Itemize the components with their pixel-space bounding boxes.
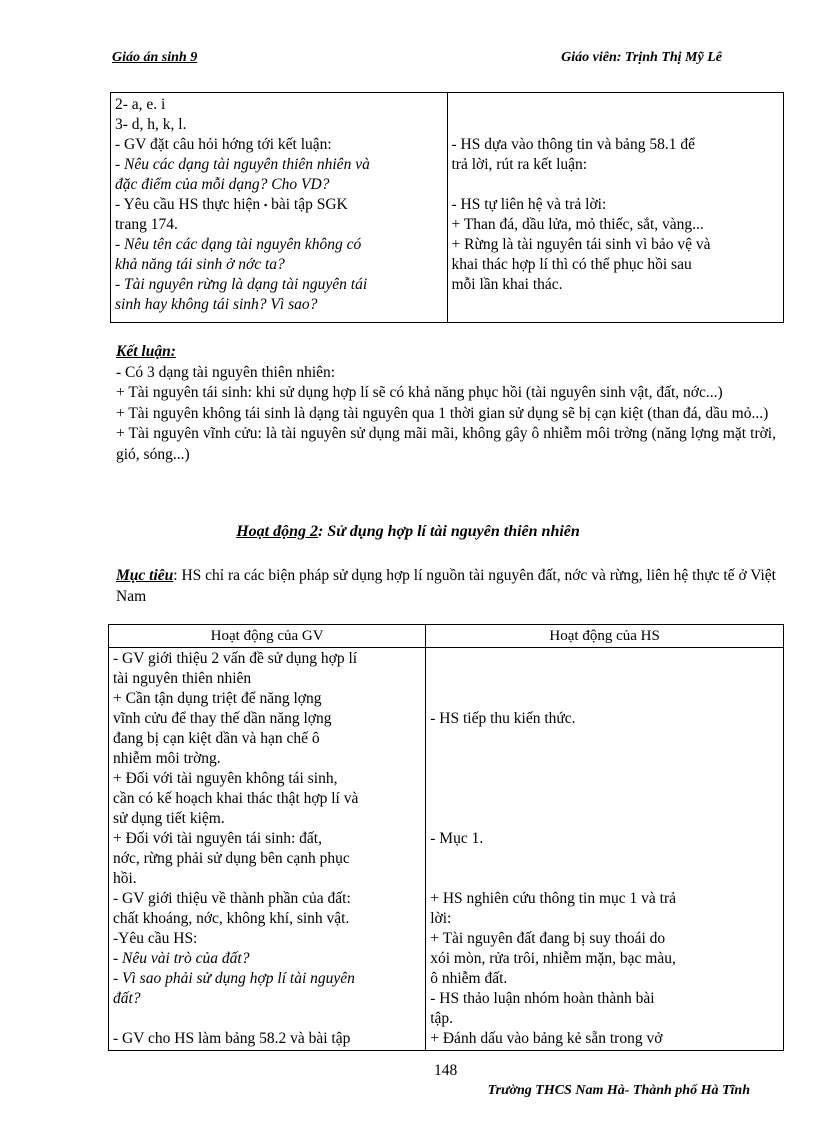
- conclusion-title: Kết luận:: [116, 343, 176, 360]
- table1-hs-cell: [447, 93, 784, 323]
- cell-line: [113, 649, 421, 669]
- cell-line-text: + Cần tận dụng triệt để năng lợng: [113, 690, 322, 707]
- activity-2-title: : Sử dụng hợp lí tài nguyên thiên nhiên: [317, 523, 580, 540]
- cell-line: [430, 869, 779, 889]
- objective-paragraph: [116, 566, 776, 607]
- cell-line: [452, 115, 780, 135]
- cell-line-text: chất khoáng, nớc, không khí, sinh vật.: [113, 910, 350, 927]
- footer-school: Trường THCS Nam Hà- Thành phố Hà Tĩnh: [487, 1083, 750, 1098]
- cell-line: [430, 729, 779, 749]
- cell-line: [113, 969, 421, 989]
- cell-line: [113, 749, 421, 769]
- page-number: 148: [434, 1062, 458, 1079]
- activity-table-1: [110, 92, 784, 323]
- cell-line: [430, 789, 779, 809]
- cell-line: [452, 235, 780, 255]
- cell-line: [113, 849, 421, 869]
- cell-line-text: - Nêu các dạng tài nguyên thiên nhiên và: [115, 156, 370, 173]
- cell-line-text: lời:: [430, 910, 452, 927]
- cell-line-text: xói mòn, rửa trôi, nhiễm mặn, bạc màu,: [430, 950, 676, 967]
- cell-line: [113, 769, 421, 789]
- cell-line: [115, 235, 443, 255]
- conclusion-line: + Tài nguyên vĩnh cửu: là tài nguyên sử dụng mãi mãi, không gây ô nhiễm môi trờng (năng lợng mặt trời, gió, sóng...): [116, 425, 776, 463]
- cell-line: [452, 175, 780, 195]
- cell-line: [113, 889, 421, 909]
- cell-line: [115, 195, 443, 215]
- cell-line: [113, 949, 421, 969]
- cell-line-text: tài nguyên thiên nhiên: [113, 670, 252, 687]
- cell-line-text: trang 174.: [115, 216, 178, 233]
- header-teacher: Giáo viên: Trịnh Thị Mỹ Lê: [561, 50, 722, 65]
- cell-line-text: tập.: [430, 1010, 454, 1027]
- table2-header-hs: Hoạt động của HS: [426, 625, 784, 648]
- cell-line: [113, 1009, 421, 1029]
- table2-gv-cell: [109, 648, 426, 1051]
- cell-line: [452, 135, 780, 155]
- cell-line: [430, 829, 779, 849]
- cell-line: [452, 195, 780, 215]
- cell-line: [430, 909, 779, 929]
- cell-line-text: sử dụng tiết kiệm.: [113, 810, 225, 827]
- cell-line-text: - Vì sao phải sử dụng hợp lí tài nguyên: [113, 970, 355, 987]
- cell-line-text: - GV cho HS làm bảng 58.2 và bài tập: [113, 1030, 351, 1047]
- bullet-icon: ▪: [264, 200, 268, 210]
- cell-line-text: ô nhiễm đất.: [430, 970, 508, 987]
- cell-line: [115, 95, 443, 115]
- cell-line: [430, 749, 779, 769]
- cell-line: [430, 849, 779, 869]
- cell-line: [113, 809, 421, 829]
- conclusion-section: [116, 342, 776, 465]
- cell-line-text: bài tập SGK: [267, 196, 348, 213]
- cell-line: [113, 709, 421, 729]
- cell-line-text: - GV đặt câu hỏi hớng tới kết luận:: [115, 136, 332, 153]
- cell-line: [430, 949, 779, 969]
- cell-line-text: + Rừng là tài nguyên tái sinh vì bảo vệ và: [451, 236, 711, 253]
- cell-line: [113, 869, 421, 889]
- cell-line-text: mỗi lần khai thác.: [451, 276, 563, 293]
- conclusion-line: + Tài nguyên tái sinh: khi sử dụng hợp lí sẽ có khả năng phục hồi (tài nguyên sinh vật, đất, nớc...): [116, 384, 723, 401]
- cell-line: [430, 989, 779, 1009]
- activity-2-label: Hoạt động 2: [236, 523, 318, 540]
- cell-line-text: - Tài nguyên rừng là dạng tài nguyên tái: [115, 276, 368, 293]
- activity-table-2: [108, 624, 784, 1051]
- cell-line-text: khai thác hợp lí thì có thể phục hồi sau: [451, 256, 692, 273]
- cell-line-text: - Yêu cầu HS thực hiện: [115, 196, 261, 213]
- cell-line: [113, 1029, 421, 1049]
- cell-line: [430, 689, 779, 709]
- cell-line: [430, 709, 779, 729]
- cell-line-text: + Than đá, dầu lửa, mỏ thiếc, sắt, vàng...: [451, 216, 704, 233]
- cell-line-text: sinh hay không tái sinh? Vì sao?: [115, 296, 318, 313]
- cell-line-text: - GV giới thiệu về thành phần của đất:: [113, 890, 351, 907]
- cell-line: [113, 789, 421, 809]
- header-subject: Giáo án sinh 9: [112, 50, 198, 65]
- cell-line-text: 2- a, e. i: [115, 96, 166, 113]
- cell-line-text: 3- d, h, k, l.: [115, 116, 187, 133]
- cell-line-text: + Đối với tài nguyên tái sinh: đất,: [113, 830, 322, 847]
- cell-line-text: - HS tự liên hệ và trả lời:: [451, 196, 607, 213]
- cell-line: [113, 729, 421, 749]
- cell-line: [113, 929, 421, 949]
- table1-gv-cell: [111, 93, 448, 323]
- cell-line-text: vĩnh cửu để thay thế dần năng lợng: [113, 710, 332, 727]
- cell-line: [115, 115, 443, 135]
- cell-line: [430, 1029, 779, 1049]
- cell-line: [113, 689, 421, 709]
- cell-line: [115, 255, 443, 275]
- cell-line: [452, 215, 780, 235]
- cell-line-text: khả năng tái sinh ở nớc ta?: [115, 256, 285, 273]
- conclusion-line: - Có 3 dạng tài nguyên thiên nhiên:: [116, 363, 336, 381]
- cell-line-text: nớc, rừng phải sử dụng bên cạnh phục: [113, 850, 350, 867]
- cell-line: [430, 889, 779, 909]
- table2-header-gv: Hoạt động của GV: [109, 625, 426, 648]
- cell-line: [430, 649, 779, 669]
- cell-line-text: + HS nghiên cứu thông tin mục 1 và trả: [430, 890, 676, 907]
- cell-line: [115, 215, 443, 235]
- cell-line: [115, 295, 443, 315]
- cell-line-text: trả lời, rút ra kết luận:: [451, 156, 588, 173]
- cell-line-text: - HS dựa vào thông tin và bảng 58.1 để: [451, 136, 695, 153]
- cell-line-text: - Nêu vài trò của đất?: [113, 950, 250, 967]
- cell-line: [430, 929, 779, 949]
- cell-line: [115, 135, 443, 155]
- cell-line: [452, 255, 780, 275]
- cell-line: [430, 769, 779, 789]
- cell-line: [113, 829, 421, 849]
- cell-line: [113, 909, 421, 929]
- cell-line-text: + Tài nguyên đất đang bị suy thoái do: [430, 930, 666, 947]
- cell-line: [113, 989, 421, 1009]
- objective-label: Mục tiêu: [116, 567, 174, 584]
- cell-line: [430, 1009, 779, 1029]
- cell-line-text: đất?: [113, 990, 141, 1007]
- cell-line-text: -Yêu cầu HS:: [113, 930, 198, 947]
- activity-2-heading: [0, 523, 816, 541]
- cell-line-text: + Đánh dấu vào bảng kẻ sẵn trong vở: [430, 1030, 663, 1047]
- cell-line-text: - HS thảo luận nhóm hoàn thành bài: [430, 990, 655, 1007]
- cell-line: [452, 95, 780, 115]
- objective-text: : HS chỉ ra các biện pháp sử dụng hợp lí nguồn tài nguyên đất, nớc và rừng, liên hệ thực tế ở Việt Nam: [116, 567, 776, 605]
- cell-line-text: đặc điểm của mỗi dạng? Cho VD?: [115, 176, 330, 193]
- cell-line-text: - GV giới thiệu 2 vấn đề sử dụng hợp lí: [113, 650, 358, 667]
- cell-line-text: đang bị cạn kiệt dần và hạn chế ô: [113, 730, 320, 747]
- cell-line: [115, 275, 443, 295]
- cell-line-text: - HS tiếp thu kiến thức.: [430, 710, 576, 727]
- table2-hs-cell: [426, 648, 784, 1051]
- cell-line-text: + Đối với tài nguyên không tái sinh,: [113, 770, 338, 787]
- cell-line-text: nhiễm môi trờng.: [113, 750, 221, 767]
- cell-line: [113, 669, 421, 689]
- cell-line-text: hồi.: [113, 870, 137, 887]
- cell-line: [430, 969, 779, 989]
- cell-line: [452, 155, 780, 175]
- cell-line: [452, 275, 780, 295]
- cell-line: [430, 669, 779, 689]
- cell-line-text: cần có kế hoạch khai thác thật hợp lí và: [113, 790, 359, 807]
- cell-line-text: - Mục 1.: [430, 830, 484, 847]
- cell-line: [115, 155, 443, 175]
- cell-line-text: - Nêu tên các dạng tài nguyên không có: [115, 236, 362, 253]
- cell-line: [115, 175, 443, 195]
- cell-line: [430, 809, 779, 829]
- conclusion-line: + Tài nguyên không tái sinh là dạng tài nguyên qua 1 thời gian sử dụng sẽ bị cạn kiệt (than đá, dầu mỏ...): [116, 404, 769, 422]
